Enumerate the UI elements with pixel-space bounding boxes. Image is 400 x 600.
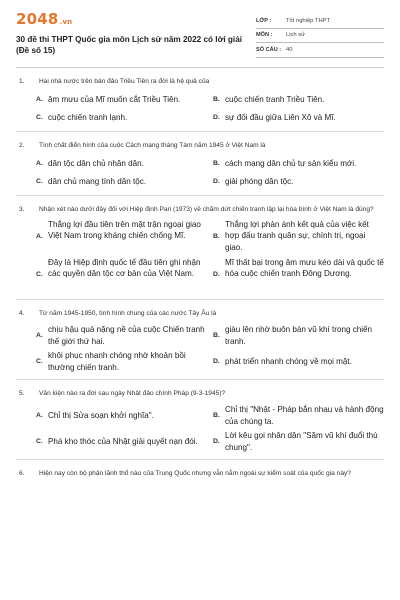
header (16, 10, 384, 58)
option-c[interactable] (36, 173, 207, 191)
question-divider (16, 131, 384, 132)
answer-options (16, 403, 384, 455)
question-5 (16, 389, 384, 460)
option-text: giàu lên nhờ buôn bán vũ khí trong chiến tranh. (225, 325, 373, 346)
option-b[interactable] (213, 155, 384, 173)
option-a[interactable] (36, 323, 207, 349)
question-number: 4. (19, 309, 25, 317)
question-text: Hai nhà nước trên bán đảo Triều Tiên ra đời là hệ quả của (39, 77, 210, 85)
option-text: Thắng lợi phản ánh kết quả của việc kết hợp đấu tranh quân sự, chính trị, ngoại giao. (225, 219, 369, 252)
question-number: 1. (19, 77, 25, 85)
exam-meta (256, 14, 384, 58)
option-letter: D. (213, 177, 220, 185)
option-b[interactable] (213, 323, 384, 349)
logo-suffix: .vn (59, 18, 73, 26)
question-stem (16, 141, 384, 151)
question-divider (16, 459, 384, 460)
meta-key: LỚP : (256, 17, 272, 24)
option-text: dân chủ mang tính dân tộc. (48, 176, 147, 186)
option-b[interactable] (213, 403, 384, 429)
option-letter: A. (36, 411, 43, 419)
option-c[interactable] (36, 257, 207, 295)
option-letter: C. (36, 177, 43, 185)
option-letter: C. (36, 357, 43, 365)
option-text: chịu hậu quả nặng nề của cuộc Chiến tranh thế giới thứ hai. (48, 325, 205, 346)
question-number: 5. (19, 389, 25, 397)
option-letter: B. (213, 159, 220, 167)
option-d[interactable] (213, 349, 384, 375)
question-stem (16, 77, 384, 87)
question-1 (16, 77, 384, 132)
question-text: Hiện nay còn bộ phận lãnh thổ nào của Trung Quốc nhưng vẫn nằm ngoài sự kiểm soát của quốc gia này? (39, 469, 351, 477)
option-text: Phá kho thóc của Nhật giải quyết nạn đói. (48, 436, 198, 446)
question-stem (16, 309, 384, 319)
option-text: Lời kêu gọi nhân dân "Săm vũ khí đuổi thù chung". (225, 431, 378, 452)
option-letter: B. (213, 331, 220, 339)
question-4 (16, 309, 384, 380)
question-text: Nhận xét nào dưới đây đối với Hiệp định Pari (1973) về chấm dứt chiến tranh lập lại hòa bình ở Việt Nam là đúng? (39, 205, 374, 213)
option-text: dân tộc dân chủ nhân dân. (48, 158, 144, 168)
option-letter: A. (36, 159, 43, 167)
option-c[interactable] (36, 109, 207, 127)
question-divider (16, 299, 384, 300)
option-d[interactable] (213, 257, 384, 295)
header-divider (16, 67, 384, 68)
option-text: Đây là Hiệp định quốc tế đầu tiên ghi nhận các quyền dân tộc cơ bản của Việt Nam. (48, 257, 201, 278)
option-text: Mĩ thất bại trong âm mưu kéo dài và quốc tế hóa cuộc chiến tranh Đông Dương. (225, 257, 384, 278)
option-letter: D. (213, 113, 220, 121)
meta-key: MÔN : (256, 32, 273, 39)
option-text: Chỉ thị "Nhật - Pháp bắn nhau và hành động của chúng ta. (225, 405, 384, 426)
option-text: cuộc chiến tranh lạnh. (48, 112, 128, 122)
option-text: Chỉ thị Sửa soạn khởi nghĩa". (48, 410, 154, 420)
option-text: giải phóng dân tộc. (225, 176, 294, 186)
option-text: cuộc chiến tranh Triều Tiên. (225, 94, 325, 104)
question-2 (16, 141, 384, 196)
option-text: Thắng lợi đầu tiên trên mặt trận ngoại giao Việt Nam trong kháng chiến chống Mĩ. (48, 219, 201, 240)
option-letter: A. (36, 232, 43, 240)
option-letter: C. (36, 270, 43, 278)
option-letter: D. (213, 357, 220, 365)
meta-key: SỐ CÂU : (256, 46, 282, 53)
option-letter: C. (36, 437, 43, 445)
option-letter: D. (213, 437, 220, 445)
option-letter: B. (213, 411, 220, 419)
question-number: 6. (19, 469, 25, 477)
meta-value: 40 (286, 46, 293, 53)
meta-value: Lịch sử (286, 32, 306, 39)
question-text: Tính chất điển hình của cuộc Cách mạng tháng Tám năm 1945 ở Việt Nam là (39, 141, 266, 149)
option-text: sự đối đầu giữa Liên Xô và Mĩ. (225, 112, 336, 122)
option-text: phát triển nhanh chóng về mọi mặt. (225, 356, 352, 366)
option-a[interactable] (36, 91, 207, 109)
option-a[interactable] (36, 155, 207, 173)
option-d[interactable] (213, 429, 384, 455)
question-6 (16, 469, 384, 479)
option-text: cách mạng dân chủ tư sản kiểu mới. (225, 158, 357, 168)
answer-options (16, 155, 384, 191)
option-letter: D. (213, 270, 220, 278)
logo-text: 2048 (16, 10, 59, 28)
question-stem (16, 469, 384, 479)
option-b[interactable] (213, 91, 384, 109)
document-title: 30 đề thi THPT Quốc gia môn Lịch sử năm 2022 có lời giải (Đề số 15) (16, 35, 243, 55)
answer-options (16, 219, 384, 295)
option-letter: A. (36, 331, 43, 339)
site-logo[interactable] (16, 10, 248, 28)
question-3 (16, 205, 384, 300)
header-left (16, 10, 248, 58)
option-letter: C. (36, 113, 43, 121)
question-stem (16, 205, 384, 215)
option-a[interactable] (36, 219, 207, 257)
option-letter: B. (213, 232, 220, 240)
question-number: 2. (19, 141, 25, 149)
answer-options (16, 91, 384, 127)
question-number: 3. (19, 205, 25, 213)
option-c[interactable] (36, 349, 207, 375)
meta-row-subject (256, 29, 384, 44)
option-letter: B. (213, 95, 220, 103)
question-divider (16, 195, 384, 196)
option-letter: A. (36, 95, 43, 103)
question-divider (16, 379, 384, 380)
option-text: khôi phục nhanh chóng nhờ khoản bồi thường chiến tranh. (48, 351, 186, 372)
answer-options (16, 323, 384, 375)
meta-value: Tốt nghiệp THPT (286, 17, 331, 24)
option-b[interactable] (213, 219, 384, 257)
option-c[interactable] (36, 429, 207, 455)
option-a[interactable] (36, 403, 207, 429)
question-text: Văn kiện nào ra đời sau ngày Nhật đảo chính Pháp (9-3-1945)? (39, 389, 226, 397)
option-text: âm mưu của Mĩ muốn cắt Triều Tiên. (48, 94, 181, 104)
meta-row-count (256, 43, 384, 58)
question-text: Từ năm 1945-1950, tình hình chung của các nước Tây Âu là (39, 309, 217, 317)
option-d[interactable] (213, 109, 384, 127)
question-stem (16, 389, 384, 399)
meta-row-grade (256, 14, 384, 29)
option-d[interactable] (213, 173, 384, 191)
